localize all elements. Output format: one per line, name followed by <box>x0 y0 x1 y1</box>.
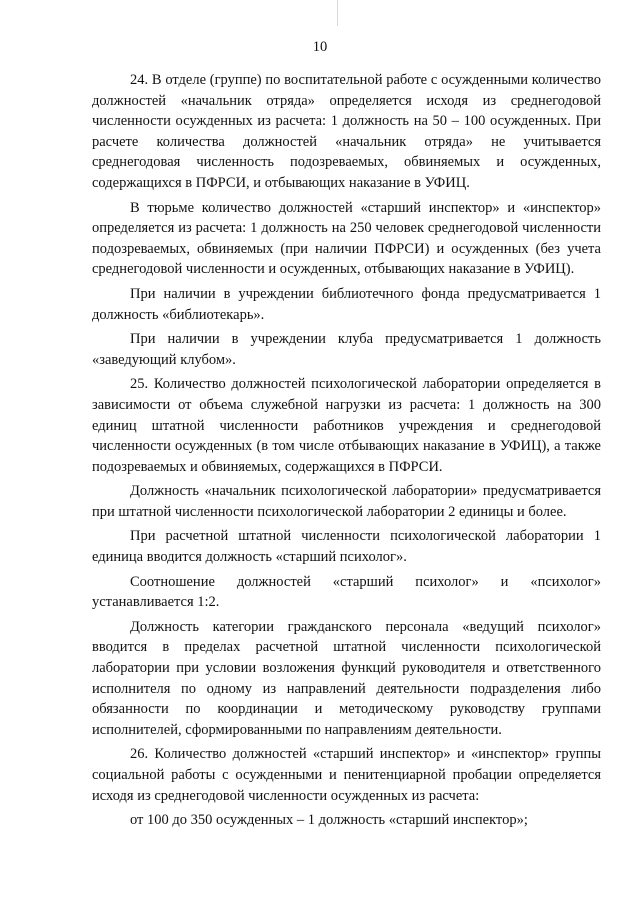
paragraph-range-100-350: от 100 до 350 осужденных – 1 должность «старший инспектор»; <box>130 812 528 829</box>
scan-margin-line <box>337 0 338 26</box>
paragraph-prison-inspectors: В тюрьме количество должностей «старший инспектор» и «инспектор» определяется из расчета: 1 должность на 250 человек среднегодовой численности подозреваемых, обвиняемых (при наличии ПФРСИ) и осужденных (без учета среднегодовой численности и осужденных, отбывающих наказание в УФИЦ). <box>92 199 601 278</box>
paragraph-club-head: При наличии в учреждении клуба предусматривается 1 должность «заведующий клубом». <box>92 331 601 368</box>
paragraph-lead-psychologist: Должность категории гражданского персонала «ведущий психолог» вводится в пределах расчетной штатной численности психологической лаборатории при условии возложения функций руководителя и ответственного исполнителя по одному из направлений деятельности подразделения либо обязанности по координации и методическому руководству группами исполнителей, сформированными по направлениям деятельности. <box>92 618 601 738</box>
paragraph-lab-head: Должность «начальник психологической лаборатории» предусматривается при штатной численности психологической лаборатории 2 единицы и более. <box>92 483 601 520</box>
paragraph-librarian: При наличии в учреждении библиотечного фонда предусматривается 1 должность «библиотекарь». <box>92 285 601 323</box>
paragraph-ratio: Соотношение должностей «старший психолог» и «психолог» устанавливается 1:2. <box>92 573 601 611</box>
paragraph-24-intro: 24. В отделе (группе) по воспитательной работе с осужденными количество должностей «начальник отряда» определяется исходя из среднегодовой численности осужденных из расчета: 1 должность на 50 – 100 осужденных. При расчете количества должностей «начальник отряда» не учитывается среднегодовая численность подозреваемых, обвиняемых и осужденных, содержащихся в ПФРСИ, и отбывающих наказание в УФИЦ. <box>92 72 601 191</box>
document-body <box>92 70 601 835</box>
paragraph-senior-psychologist: При расчетной штатной численности психологической лаборатории 1 единица вводится должность «старший психолог». <box>92 528 601 566</box>
paragraph-26-social-work: 26. Количество должностей «старший инспектор» и «инспектор» группы социальной работы с осужденными и пенитенциарной пробации определяется исходя из среднегодовой численности осужденных из расчета: <box>92 746 601 804</box>
page-number: 10 <box>312 39 328 55</box>
paragraph-25-psych-lab: 25. Количество должностей психологической лаборатории определяется в зависимости от объема служебной нагрузки из расчета: 1 должность на 300 единиц штатной численности работников учреждения и среднегодовой численности осужденных (в том числе отбывающих наказание в УФИЦ), а также подозреваемых и обвиняемых, содержащихся в ПФРСИ. <box>92 376 601 475</box>
